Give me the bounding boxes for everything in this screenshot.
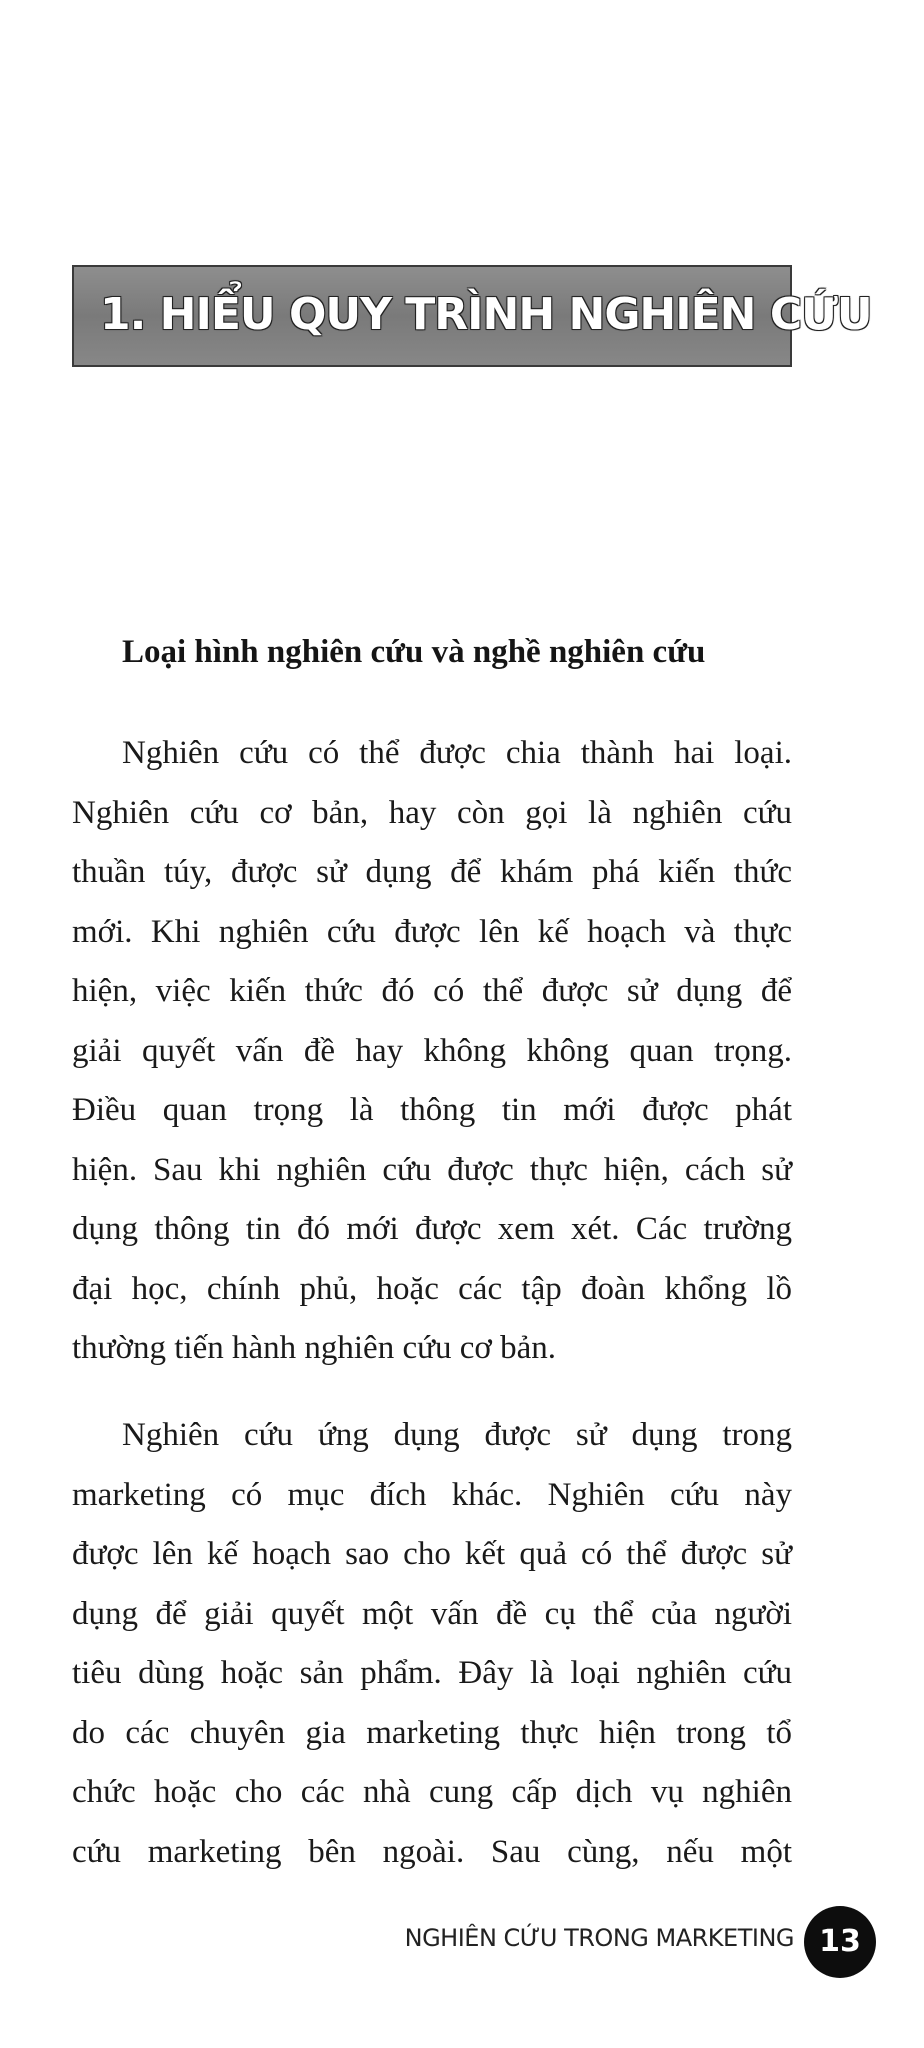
text-line: cứu marketing bên ngoài. Sau cùng, nếu một <box>72 1833 792 1870</box>
text-line: marketing có mục đích khác. Nghiên cứu này <box>72 1476 792 1513</box>
text-line: thuần túy, được sử dụng để khám phá kiến thức <box>72 854 792 890</box>
page-footer <box>0 1900 924 1980</box>
text-line: hiện. Sau khi nghiên cứu được thực hiện, cách sử <box>72 1151 792 1188</box>
text-line: dụng thông tin đó mới được xem xét. Các trường <box>72 1211 792 1247</box>
text-line: do các chuyên gia marketing thực hiện trong tổ <box>72 1714 792 1751</box>
text-line: Nghiên cứu có thể được chia thành hai loại. <box>122 735 792 771</box>
text-line: Nghiên cứu ứng dụng được sử dụng trong <box>122 1417 792 1453</box>
text-line: được lên kế hoạch sao cho kết quả có thể được sử <box>72 1536 792 1572</box>
running-title: NGHIÊN CỨU TRONG MARKETING <box>404 1924 794 1952</box>
text-line: tiêu dùng hoặc sản phẩm. Đây là loại nghiên cứu <box>72 1655 792 1691</box>
text-line: dụng để giải quyết một vấn đề cụ thể của người <box>72 1595 792 1632</box>
chapter-title: 1. HIỂU QUY TRÌNH NGHIÊN CỨU <box>100 289 872 340</box>
text-line: chức hoặc cho các nhà cung cấp dịch vụ nghiên <box>72 1774 792 1810</box>
text-line: mới. Khi nghiên cứu được lên kế hoạch và thực <box>72 913 792 950</box>
text-line: đại học, chính phủ, hoặc các tập đoàn khổng lồ <box>72 1270 792 1307</box>
text-line: hiện, việc kiến thức đó có thể được sử dụng để <box>72 973 792 1009</box>
text-line: thường tiến hành nghiên cứu cơ bản. <box>72 1330 556 1366</box>
text-line: giải quyết vấn đề hay không không quan trọng. <box>72 1032 792 1069</box>
text-line: Điều quan trọng là thông tin mới được phát <box>72 1092 792 1128</box>
chapter-banner <box>72 265 872 367</box>
paragraph-basic-research <box>72 724 792 1379</box>
section-heading: Loại hình nghiên cứu và nghề nghiên cứu <box>122 634 706 670</box>
text-line: Nghiên cứu cơ bản, hay còn gọi là nghiên cứu <box>72 794 792 831</box>
page-number-badge: 13 <box>804 1906 876 1978</box>
paragraph-applied-research <box>72 1406 792 1882</box>
